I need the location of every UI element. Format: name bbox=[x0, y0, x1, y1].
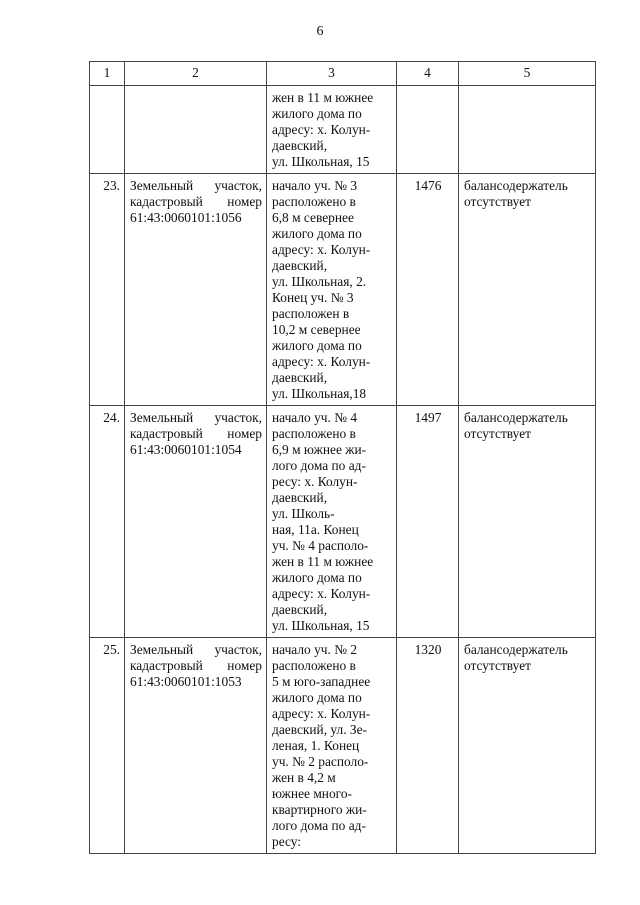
location-text-line: жен в 11 м южнее bbox=[272, 554, 374, 569]
area-cell bbox=[397, 638, 459, 854]
location-text-line: жилого дома по bbox=[272, 226, 362, 241]
location-text-line: адресу: х. Колун- bbox=[272, 706, 371, 721]
location-text-line: даевский, bbox=[272, 490, 328, 505]
column-header: 5 bbox=[459, 62, 596, 86]
object-text-line: 61:43:0060101:1056 bbox=[130, 210, 242, 225]
location-text-line: расположено в bbox=[272, 426, 356, 441]
location-text-line: даевский, bbox=[272, 138, 328, 153]
holder-text-line: балансодержатель bbox=[464, 178, 568, 193]
holder-text-line: балансодержатель bbox=[464, 642, 568, 657]
table-row bbox=[90, 406, 596, 638]
object-cell bbox=[125, 406, 267, 638]
row-number: 24. bbox=[103, 410, 120, 425]
location-cell bbox=[267, 638, 397, 854]
location-text-line: ул. Школьная,18 bbox=[272, 386, 367, 401]
area-cell bbox=[397, 86, 459, 174]
holder-cell bbox=[459, 86, 596, 174]
area-value: 1497 bbox=[414, 410, 442, 425]
location-text-line: леная, 1. Конец bbox=[272, 738, 360, 753]
location-text-line: начало уч. № 4 bbox=[272, 410, 358, 425]
location-text-line: 6,9 м южнее жи- bbox=[272, 442, 367, 457]
table-header-row bbox=[90, 62, 596, 86]
location-text-line: ная, 11а. Конец bbox=[272, 522, 359, 537]
object-cell bbox=[125, 638, 267, 854]
location-text-line: жилого дома по bbox=[272, 690, 362, 705]
holder-text-line: отсутствует bbox=[464, 658, 531, 673]
area-cell bbox=[397, 174, 459, 406]
land-plots-table bbox=[89, 61, 596, 854]
location-cell bbox=[267, 406, 397, 638]
column-header: 3 bbox=[267, 62, 397, 86]
location-text-line: 5 м юго-западнее bbox=[272, 674, 371, 689]
location-text-line: лого дома по ад- bbox=[272, 458, 366, 473]
location-text-line: расположен в bbox=[272, 306, 350, 321]
row-number: 25. bbox=[103, 642, 120, 657]
location-text-line: ресу: bbox=[272, 834, 301, 849]
location-text-line: адресу: х. Колун- bbox=[272, 242, 371, 257]
location-text-line: ул. Школьная, 2. bbox=[272, 274, 367, 289]
table-row bbox=[90, 86, 596, 174]
row-number-cell bbox=[90, 174, 125, 406]
location-text-line: уч. № 2 располо- bbox=[272, 754, 369, 769]
holder-cell bbox=[459, 406, 596, 638]
location-text-line: расположено в bbox=[272, 658, 356, 673]
location-cell bbox=[267, 174, 397, 406]
object-text-line: кадастровый номер bbox=[130, 426, 262, 441]
location-text-line: ул. Школь- bbox=[272, 506, 335, 521]
location-text-line: уч. № 4 располо- bbox=[272, 538, 369, 553]
location-text-line: ул. Школьная, 15 bbox=[272, 618, 370, 633]
location-text-line: 6,8 м севернее bbox=[272, 210, 354, 225]
holder-text-line: балансодержатель bbox=[464, 410, 568, 425]
object-cell bbox=[125, 174, 267, 406]
object-text-line: кадастровый номер bbox=[130, 194, 262, 209]
page-number: 6 bbox=[316, 24, 324, 39]
area-cell bbox=[397, 406, 459, 638]
location-text-line: жен в 11 м южнее bbox=[272, 90, 374, 105]
location-text-line: жилого дома по bbox=[272, 338, 362, 353]
row-number-cell bbox=[90, 86, 125, 174]
row-number-cell bbox=[90, 406, 125, 638]
location-text-line: даевский, bbox=[272, 370, 328, 385]
object-text-line: 61:43:0060101:1054 bbox=[130, 442, 242, 457]
object-text-line: кадастровый номер bbox=[130, 658, 262, 673]
location-text-line: лого дома по ад- bbox=[272, 818, 366, 833]
object-cell bbox=[125, 86, 267, 174]
holder-cell bbox=[459, 174, 596, 406]
location-text-line: 10,2 м севернее bbox=[272, 322, 361, 337]
location-text-line: адресу: х. Колун- bbox=[272, 122, 371, 137]
location-cell bbox=[267, 86, 397, 174]
location-text-line: начало уч. № 3 bbox=[272, 178, 358, 193]
location-text-line: жен в 4,2 м bbox=[272, 770, 336, 785]
location-text-line: жилого дома по bbox=[272, 106, 362, 121]
area-value: 1476 bbox=[414, 178, 442, 193]
location-text-line: адресу: х. Колун- bbox=[272, 354, 371, 369]
location-text-line: ресу: х. Колун- bbox=[272, 474, 358, 489]
location-text-line: адресу: х. Колун- bbox=[272, 586, 371, 601]
area-value: 1320 bbox=[414, 642, 442, 657]
column-header: 1 bbox=[90, 62, 125, 86]
row-number: 23. bbox=[103, 178, 120, 193]
object-text-line: Земельный участок, bbox=[130, 642, 262, 657]
holder-text-line: отсутствует bbox=[464, 426, 531, 441]
location-text-line: квартирного жи- bbox=[272, 802, 367, 817]
location-text-line: даевский, bbox=[272, 602, 328, 617]
location-text-line: южнее много- bbox=[272, 786, 352, 801]
location-text-line: Конец уч. № 3 bbox=[272, 290, 354, 305]
location-text-line: начало уч. № 2 bbox=[272, 642, 358, 657]
holder-text-line: отсутствует bbox=[464, 194, 531, 209]
holder-cell bbox=[459, 638, 596, 854]
object-text-line: Земельный участок, bbox=[130, 410, 262, 425]
location-text-line: расположено в bbox=[272, 194, 356, 209]
location-text-line: жилого дома по bbox=[272, 570, 362, 585]
location-text-line: даевский, bbox=[272, 258, 328, 273]
column-header: 4 bbox=[397, 62, 459, 86]
object-text-line: 61:43:0060101:1053 bbox=[130, 674, 242, 689]
object-text-line: Земельный участок, bbox=[130, 178, 262, 193]
location-text-line: даевский, ул. Зе- bbox=[272, 722, 368, 737]
location-text-line: ул. Школьная, 15 bbox=[272, 154, 370, 169]
table-row bbox=[90, 174, 596, 406]
column-header: 2 bbox=[125, 62, 267, 86]
table-row bbox=[90, 638, 596, 854]
row-number-cell bbox=[90, 638, 125, 854]
